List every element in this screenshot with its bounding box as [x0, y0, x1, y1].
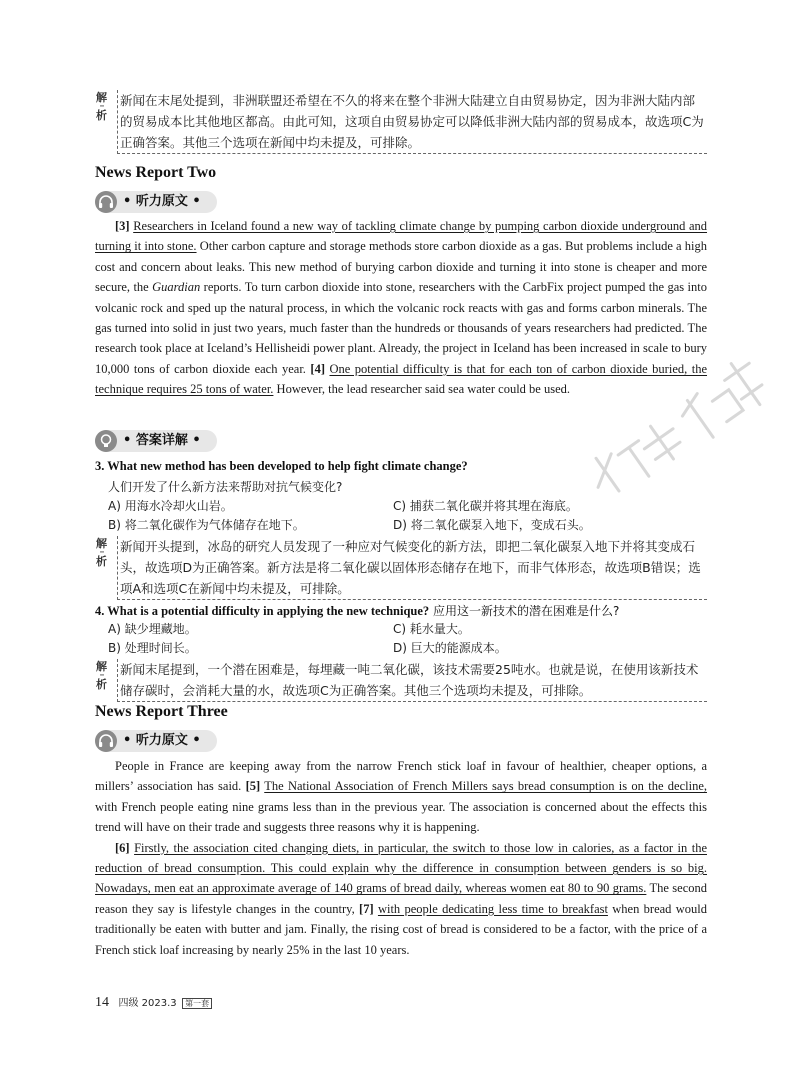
script-text: with French people eating nine grams less than in the previous year. The association is concerned about the effects this trend will have on their trade and suggests three reasons why it is happening.: [95, 799, 707, 835]
script-label: • 听力原文 •: [123, 733, 201, 748]
script-text: Other carbon capture and storage methods store carbon dioxide as a gas. But problems include a high cost and concern about leaks. This new method of burying carbon dioxide and turning it into stone is cheaper and more secure, the: [95, 239, 707, 295]
underlined-sentence-7: with people dedicating less time to breakfast: [377, 901, 608, 916]
script-text: reports. To turn carbon dioxide into stone, researchers with the CarbFix project pumped the gas into volcanic rock and sped up the natural process, in which the volcanic rock reacts with gas and forms carbon minerals. The gas turned into solid in just two years, much faster than the hundreds or thousands of years researchers had predicted. The research took place at Iceland’s Hellisheidi power plant. Already, the project in Iceland has been increased in scale to bury 10,000 tons of carbon dioxide each year.: [95, 280, 707, 376]
q4-option-a: A) 缺少埋藏地。: [108, 622, 197, 636]
q4-option-c: C) 耗水量大。: [393, 622, 470, 636]
analysis-text: 新闻在末尾处提到，非洲联盟还希望在不久的将来在整个非洲大陆建立自由贸易协定，因为非洲大陆内部的贸易成本比其他地区都高。由此可知，这项自由贸易协定可以降低非洲大陆内部的贸易成本，故选项C为正确答案。其他三个选项在新闻中均未提及，可排除。: [117, 90, 707, 154]
section-title-report-three: News Report Three: [95, 703, 228, 720]
analysis-tag: 解 ··· 析: [96, 91, 107, 122]
analysis-tag: 解 ··· 析: [96, 660, 107, 691]
magazine-name: 四级 2023.3: [118, 998, 177, 1009]
report-three-script: [95, 756, 707, 960]
marker-4: [4]: [310, 361, 325, 376]
q3-option-a: A) 用海水冷却火山岩。: [108, 499, 233, 513]
lightbulb-icon: [95, 430, 117, 452]
script-text: The second reason they say is lifestyle changes in the country,: [95, 881, 707, 916]
underlined-sentence-4: One potential difficulty is that for each ton of carbon dioxide buried, the technique requires 25 tons of water.: [95, 361, 708, 397]
marker-7: [7]: [359, 901, 374, 916]
underlined-sentence-5: The National Association of French Millers says bread consumption is on the decline,: [264, 779, 707, 794]
underlined-sentence-6: Firstly, the association cited changing diets, in particular, the switch to those low in calories, as a factor in the reduction of bread consumption. This could explain why the difference in consumption between genders is so big. Nowadays, men eat an approximate average of 140 grams of bread daily, whereas women eat 80 to 90 grams.: [95, 840, 707, 896]
report-two-script: [95, 216, 707, 400]
marker-6: [6]: [115, 840, 130, 855]
q4-option-b: B) 处理时间长。: [108, 641, 197, 655]
section-title-report-two: News Report Two: [95, 164, 217, 181]
analysis-block-q3: [95, 536, 707, 600]
q3-option-b: B) 将二氧化碳作为气体储存在地下。: [108, 518, 305, 532]
script-label: • 听力原文 •: [123, 194, 201, 209]
analysis-block-1: [95, 90, 707, 154]
analysis-text-q4: 新闻末尾提到，一个潜在困难是，每埋藏一吨二氧化碳，该技术需要25吨水。也就是说，在使用该新技术储存碳时，会消耗大量的水，故选项C为正确答案。其他三个选项均未提及，可排除。: [117, 659, 707, 702]
q3-option-c: C) 捕获二氧化碳并将其埋在海底。: [393, 499, 578, 513]
analysis-tag: 解 ··· 析: [96, 537, 107, 568]
marker-5: [5]: [245, 779, 261, 794]
issue-box: 第一套: [182, 998, 212, 1009]
question-3: 3. What new method has been developed to help fight climate change?: [95, 459, 468, 473]
question-3-translation: 人们开发了什么新方法来帮助对抗气候变化?: [108, 480, 343, 494]
headphones-icon: [95, 191, 117, 213]
marker-3: [3]: [115, 219, 130, 233]
script-text: People in France are keeping away from the narrow French stick loaf in favour of healthier, cheaper options, a millers’ association has said.: [95, 759, 707, 794]
headphones-icon: [95, 730, 117, 752]
script-label-pill: [95, 191, 217, 213]
script-label-pill-3: [95, 730, 217, 752]
answer-label: • 答案详解 •: [123, 433, 201, 448]
page-number: 14: [95, 995, 109, 1010]
page-footer: [95, 994, 212, 1011]
question-4-translation: 应用这一新技术的潜在困难是什么?: [429, 604, 620, 618]
underlined-sentence-3: Researchers in Iceland found a new way of tackling climate change by pumping carbon dioxide underground and turning it into stone.: [95, 219, 708, 254]
script-text: However, the lead researcher said sea water could be used.: [273, 382, 571, 397]
answer-label-pill: [95, 430, 217, 452]
analysis-text-q3: 新闻开头提到，冰岛的研究人员发现了一种应对气候变化的新方法，即把二氧化碳泵入地下并将其变成石头，故选项D为正确答案。新方法是将二氧化碳以固体形态储存在地下，而非气体形态，故选项B错误；选项A和选项C在新闻中均未提及，可排除。: [117, 536, 707, 600]
italic-source: Guardian: [152, 280, 201, 295]
script-text: when bread would traditionally be eaten with butter and jam. Finally, the rising cost of bread is considered to be a factor, with the price of a French stick loaf increasing by nearly 25% in the last 10 years.: [95, 901, 707, 957]
q3-option-d: D) 将二氧化碳泵入地下，变成石头。: [393, 518, 591, 532]
analysis-block-q4: [95, 659, 707, 702]
question-4: 4. What is a potential difficulty in applying the new technique? 应用这一新技术的潜在困难是什么?: [95, 604, 620, 618]
q4-option-d: D) 巨大的能源成本。: [393, 641, 507, 655]
